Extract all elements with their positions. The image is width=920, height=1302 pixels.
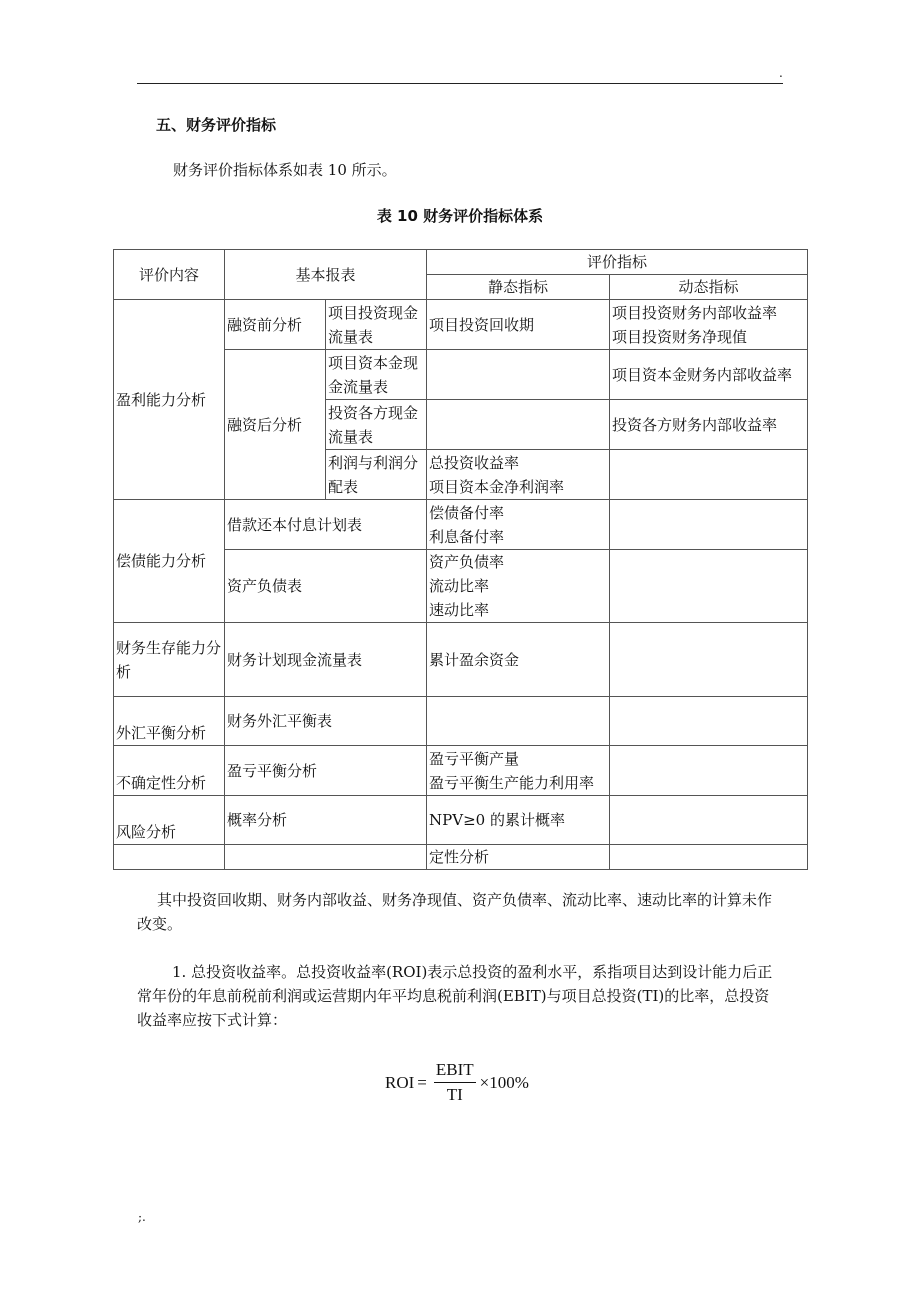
report-cell: 盈亏平衡分析 — [225, 746, 427, 796]
report-cell: 财务计划现金流量表 — [225, 623, 427, 697]
dynamic-cell — [610, 746, 808, 796]
risk-label: 风险分析 — [114, 796, 225, 845]
static-cell — [427, 450, 610, 500]
dynamic-cell — [610, 400, 808, 450]
section-heading: 五、财务评价指标 — [156, 116, 277, 134]
static-item: 偿债备付率 — [429, 503, 505, 522]
section-intro: 财务评价指标体系如表 10 所示。 — [173, 161, 397, 179]
header-report: 基本报表 — [225, 250, 427, 300]
static-cell — [427, 500, 610, 550]
static-cell: 定性分析 — [427, 845, 610, 870]
static-cell — [427, 300, 610, 350]
header-rule — [137, 83, 783, 84]
report-cell: 概率分析 — [225, 796, 427, 845]
static-item: 资产负债率 — [429, 553, 505, 571]
profit-post-label: 融资后分析 — [225, 350, 326, 500]
static-cell: 累计盈余资金 — [427, 623, 610, 697]
static-item: 盈亏平衡生产能力利用率 — [429, 773, 595, 792]
body-item-1: 1. 总投资收益率。总投资收益率(ROI)表示总投资的盈利水平，系指项目达到设计能力后正常年份的年息前税前利润或运营期内年平均息税前利润(EBIT)与项目总投资(TI)的比率，总投资收益率应按下式计算： — [137, 963, 773, 1029]
table-row — [114, 300, 808, 350]
table-row — [114, 845, 808, 870]
indicator-table — [113, 249, 808, 870]
static-item: 项目资本金净利润率 — [429, 477, 565, 496]
table-row — [114, 796, 808, 845]
header-static: 静态指标 — [427, 275, 610, 300]
dynamic-cell — [610, 796, 808, 845]
static-cell — [427, 697, 610, 746]
roi-formula — [385, 1060, 529, 1105]
formula-denominator: TI — [446, 1085, 463, 1104]
report-cell: 资产负债表 — [225, 550, 427, 623]
dynamic-cell — [610, 845, 808, 870]
report-cell: 财务外汇平衡表 — [225, 697, 427, 746]
static-cell — [427, 350, 610, 400]
dynamic-cell — [610, 550, 808, 623]
profit-pre-label: 融资前分析 — [225, 300, 326, 350]
dynamic-item: 项目资本金财务内部收益率 — [612, 365, 793, 384]
formula-numerator: EBIT — [434, 1060, 476, 1083]
table-row — [114, 500, 808, 550]
static-item: 项目投资回收期 — [429, 315, 535, 334]
report-cell: 项目投资现金流量表 — [326, 300, 427, 350]
dynamic-item: 投资各方财务内部收益率 — [612, 415, 778, 434]
static-cell — [427, 550, 610, 623]
formula-fraction — [434, 1060, 476, 1105]
report-cell — [225, 845, 427, 870]
header-content: 评价内容 — [114, 250, 225, 300]
report-cell: 项目资本金现金流量表 — [326, 350, 427, 400]
static-item: 流动比率 — [429, 577, 490, 595]
dynamic-cell — [610, 350, 808, 400]
table-row — [114, 623, 808, 697]
dynamic-item: 项目投资财务内部收益率 — [612, 303, 778, 322]
dynamic-cell — [610, 697, 808, 746]
header-indicators: 评价指标 — [427, 250, 808, 275]
table-row — [114, 697, 808, 746]
body-note: 其中投资回收期、财务内部收益、财务净现值、资产负债率、流动比率、速动比率的计算未作改变。 — [137, 891, 773, 933]
profit-label: 盈利能力分析 — [114, 300, 225, 500]
formula-equals: = — [417, 1072, 427, 1092]
static-item: 利息备付率 — [429, 527, 505, 546]
header-dynamic: 动态指标 — [610, 275, 808, 300]
survival-label: 财务生存能力分析 — [114, 623, 225, 697]
report-cell: 利润与利润分配表 — [326, 450, 427, 500]
formula-lhs: ROI — [385, 1072, 415, 1092]
footer-mark: ;. — [138, 1210, 146, 1224]
report-cell: 投资各方现金流量表 — [326, 400, 427, 450]
static-item: 速动比率 — [429, 601, 490, 619]
forex-label: 外汇平衡分析 — [114, 697, 225, 746]
dynamic-cell — [610, 623, 808, 697]
dynamic-cell — [610, 450, 808, 500]
report-cell: 借款还本付息计划表 — [225, 500, 427, 550]
table-caption: 表 10 财务评价指标体系 — [376, 207, 544, 225]
dynamic-cell — [610, 300, 808, 350]
static-item: 总投资收益率 — [429, 453, 520, 472]
dynamic-cell — [610, 500, 808, 550]
formula-times: ×100% — [479, 1072, 529, 1092]
static-item: 盈亏平衡产量 — [429, 749, 520, 768]
header-corner-mark: . — [779, 66, 783, 80]
table-row — [114, 746, 808, 796]
static-cell: NPV≥0 的累计概率 — [427, 796, 610, 845]
content-cell — [114, 845, 225, 870]
uncertainty-label: 不确定性分析 — [114, 746, 225, 796]
dynamic-item: 项目投资财务净现值 — [612, 327, 748, 346]
static-cell — [427, 400, 610, 450]
debt-label: 偿债能力分析 — [114, 500, 225, 623]
static-cell — [427, 746, 610, 796]
